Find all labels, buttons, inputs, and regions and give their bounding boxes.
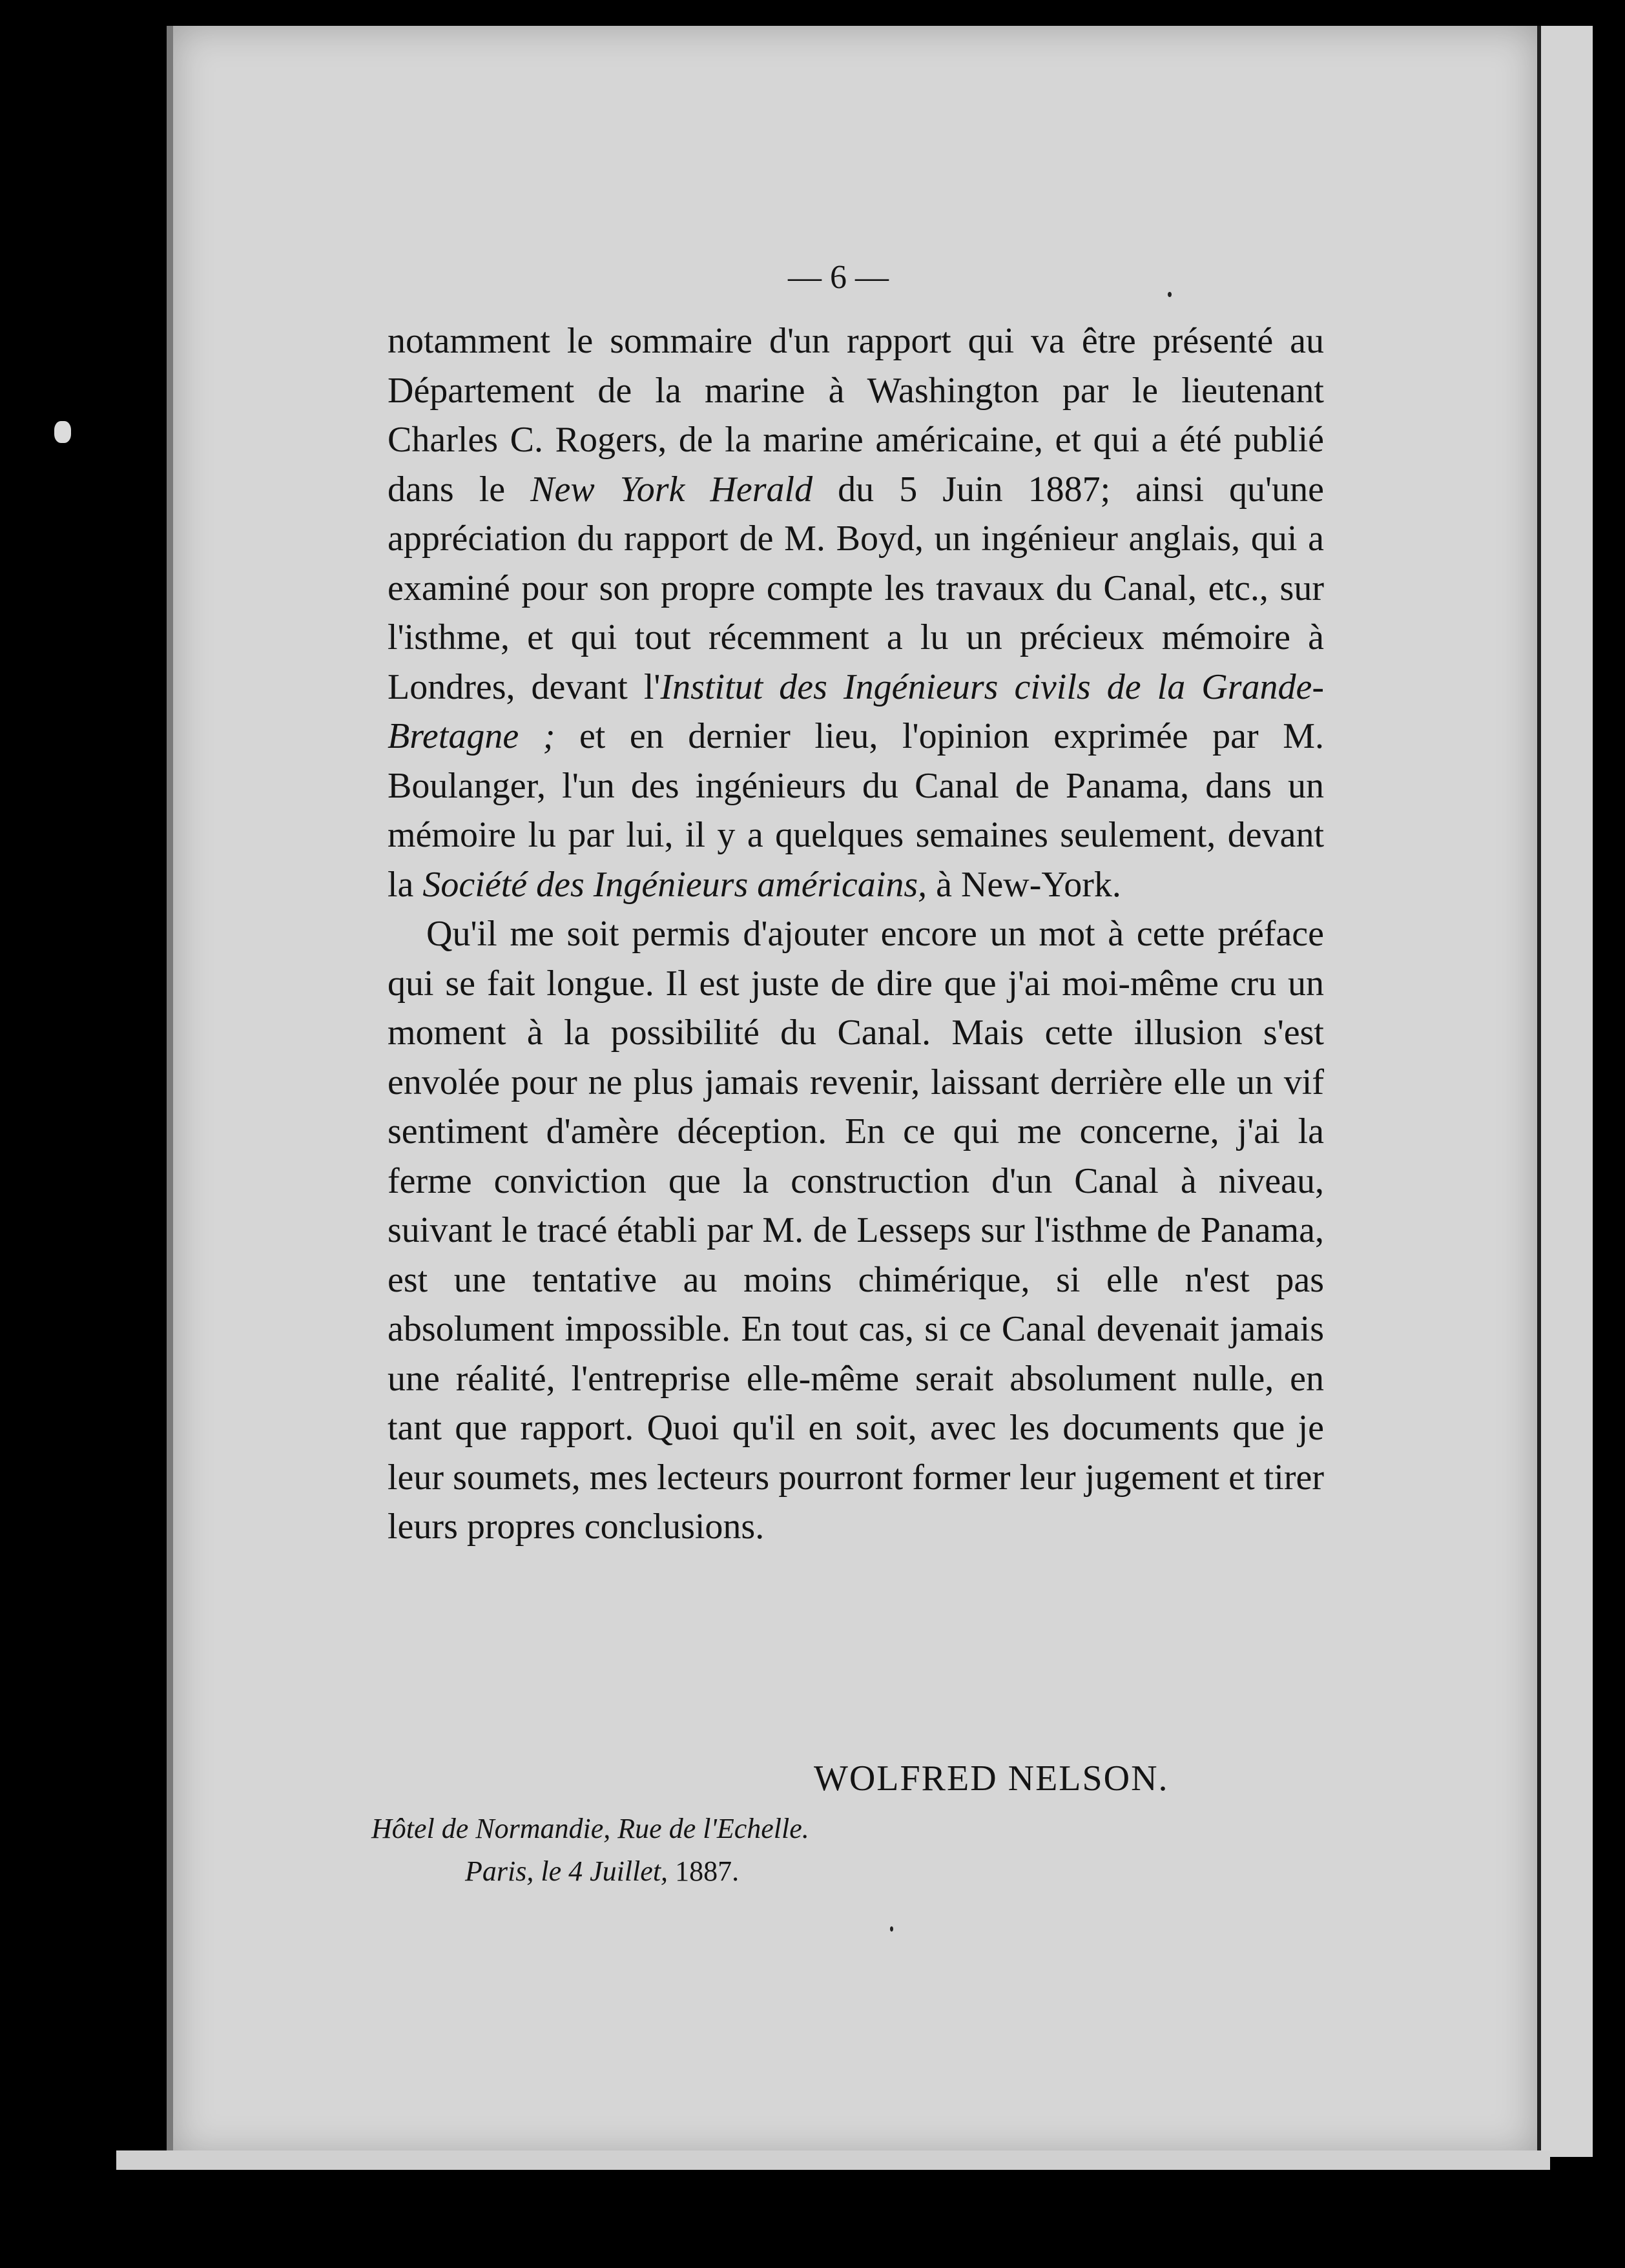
paragraph-1-part-4: à New-York. — [927, 864, 1121, 905]
body-text — [388, 316, 1324, 1552]
facing-page-edge — [1537, 26, 1593, 2157]
date-text: Paris, le 4 Juillet, — [465, 1855, 676, 1887]
date-year: 1887. — [675, 1855, 740, 1887]
paragraph-1-part-1: notamment le sommaire d'un rapport qui va être présenté au Département de la marine à Washington par le lieutenant Charles C. Rogers, de la marine américaine, et qui a été publié dans le — [388, 321, 1324, 510]
paragraph-1 — [388, 316, 1324, 909]
place-line: Hôtel de Normandie, Rue de l'Echelle. — [371, 1813, 809, 1844]
date-line — [465, 1855, 739, 1888]
ink-speck — [54, 421, 71, 443]
institution-name-1: Institut des Ingénieurs civils de la Grande-Bretagne ; — [388, 666, 1324, 756]
signature: WOLFRED NELSON. — [814, 1758, 1169, 1799]
page-number: — 6 — — [788, 259, 889, 296]
paragraph-1-part-3: et en dernier lieu, l'opinion exprimée par M. Boulanger, l'un des ingénieurs du Canal de Panama, dans un mémoire lu par lui, il y a quelques semaines seulement, devant la — [388, 716, 1324, 905]
paragraph-1-part-2: du 5 Juin 1887; ainsi qu'une appréciation du rapport de M. Boyd, un ingénieur anglais, qui a examiné pour son propre compte les travaux du Canal, etc., sur l'isthme, et qui tout récemment a lu un précieux mémoire à Londres, devant l' — [388, 469, 1325, 707]
ink-speck — [890, 1926, 893, 1932]
paragraph-2: Qu'il me soit permis d'ajouter encore un mot à cette préface qui se fait longue. Il est juste de dire que j'ai moi-même cru un moment à la possibilité du Canal. Mais cette illusion s'est envolée pour ne plus jamais revenir, laissant derrière elle un vif sentiment d'amère déception. En ce qui me concerne, j'ai la ferme conviction que la construction d'un Canal à niveau, suivant le tracé établi par M. de Lesseps sur l'isthme de Panama, est une tentative au moins chimérique, si elle n'est pas absolument impossible. En tout cas, si ce Canal devenait jamais une réalité, l'entreprise elle-même serait absolument nulle, en tant que rapport. Quoi qu'il en soit, avec les documents que je leur soumets, mes lecteurs pourront former leur jugement et tirer leurs propres conclusions. — [388, 914, 1324, 1547]
page-bottom-edge — [116, 2150, 1550, 2170]
newspaper-title: New York Herald — [530, 469, 813, 510]
institution-name-2: Société des Ingénieurs américains, — [422, 864, 927, 905]
ink-speck — [1168, 292, 1172, 297]
